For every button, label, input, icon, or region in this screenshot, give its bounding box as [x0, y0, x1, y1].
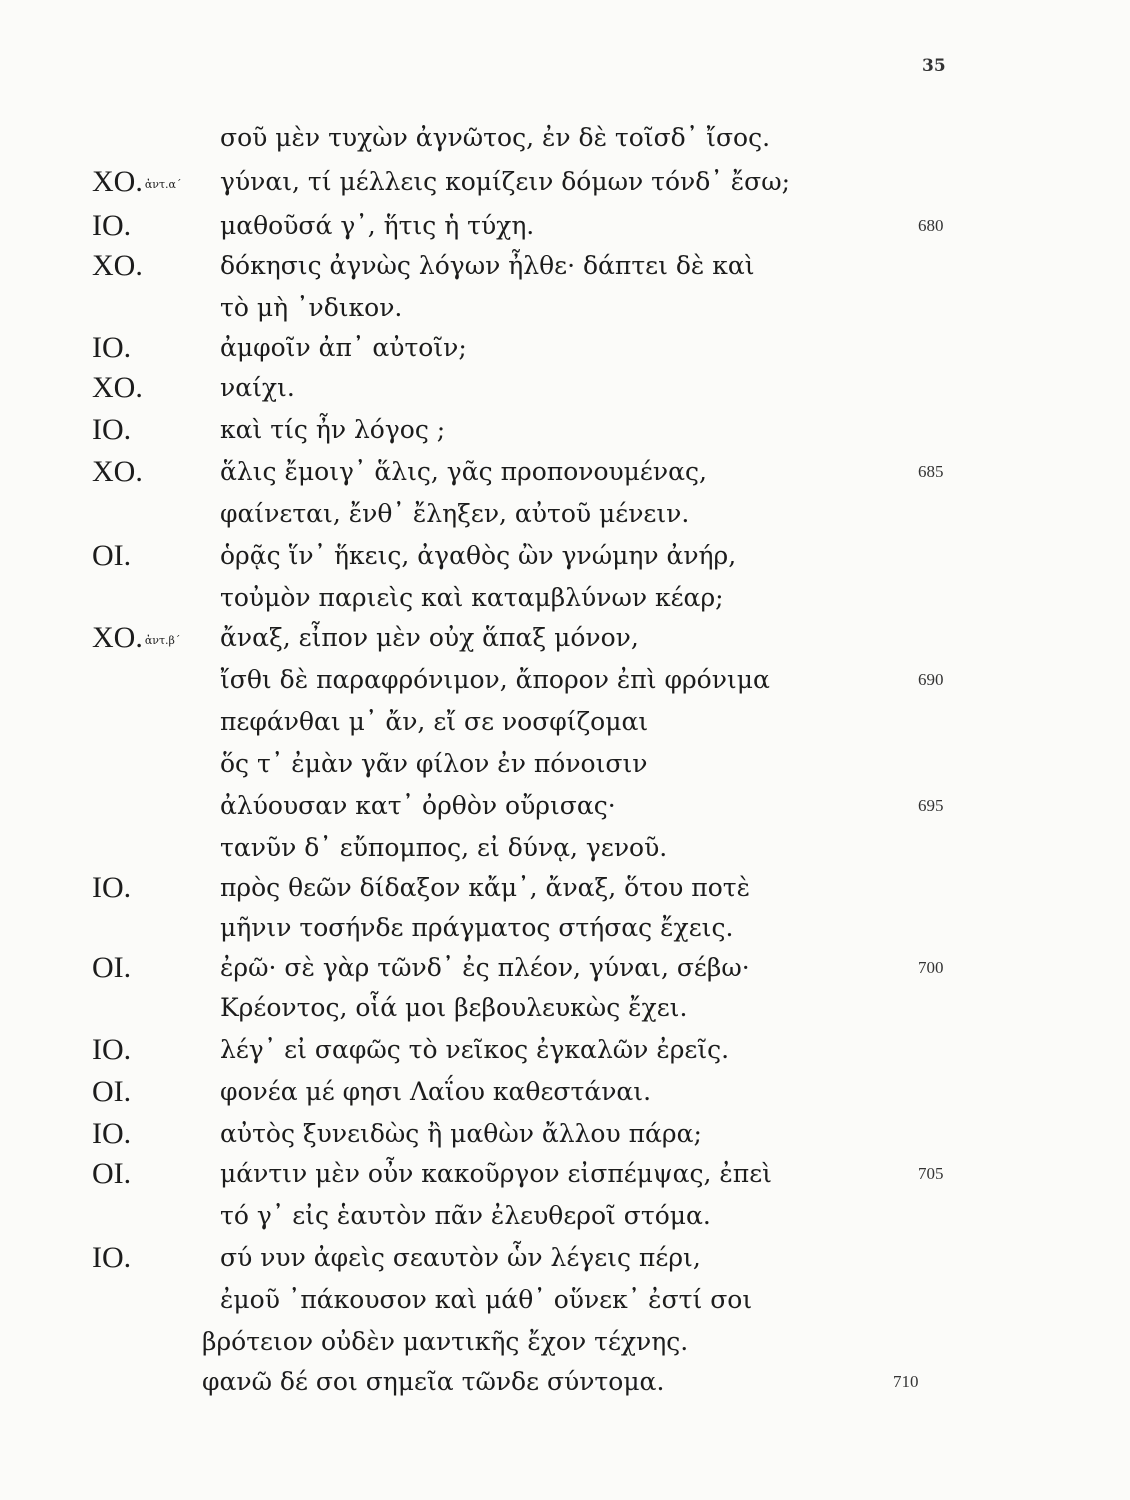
verse-line [0, 828, 1130, 868]
line-number: 690 [918, 670, 944, 689]
verse-line [0, 410, 1130, 450]
verse-text: τὸ μὴ ᾽νδικον. [220, 293, 403, 322]
verse-line [0, 328, 1130, 368]
verse-text: τανῦν δ᾽ εὔπομπος, εἰ δύνᾳ, γενοῦ. [220, 833, 668, 862]
verse-line [0, 1362, 1130, 1402]
verse-line [0, 660, 1130, 700]
verse-text: Κρέοντος, οἷά μοι βεβουλευκὼς ἔχει. [220, 993, 688, 1022]
verse-text: ἀλύουσαν κατ᾽ ὀρθὸν οὔρισας· [220, 791, 616, 820]
speaker-label: ΙΟ. [92, 413, 132, 446]
speaker-label: ΟΙ. [92, 1075, 132, 1108]
verse-text: ἄναξ, εἶπον μὲν οὐχ ἅπαξ μόνον, [220, 623, 639, 652]
verse-text: ἐμοῦ ᾽πάκουσον καὶ μάθ᾽ οὕνεκ᾽ ἐστί σοι [220, 1285, 753, 1314]
verse-line [0, 908, 1130, 948]
verse-line [0, 1072, 1130, 1112]
line-number: 705 [918, 1164, 944, 1183]
verse-text: ναίχι. [220, 373, 295, 402]
verse-text: λέγ᾽ εἰ σαφῶς τὸ νεῖκος ἐγκαλῶν ἐρεῖς. [220, 1035, 730, 1064]
speaker-label: ΙΟ. [92, 209, 132, 242]
verse-text: μῆνιν τοσήνδε πράγματος στήσας ἔχεις. [220, 913, 734, 942]
line-number: 710 [893, 1372, 919, 1391]
verse-text: ἀμφοῖν ἀπ᾽ αὐτοῖν; [220, 333, 467, 362]
verse-line [0, 452, 1130, 492]
page-number: 35 [922, 56, 946, 76]
line-number: 680 [918, 216, 944, 235]
verse-text: πρὸς θεῶν δίδαξον κἄμ᾽, ἄναξ, ὅτου ποτὲ [220, 873, 750, 902]
verse-text: σοῦ μὲν τυχὼν ἀγνῶτος, ἐν δὲ τοῖσδ᾽ ἴσος. [220, 123, 771, 152]
speaker-label: ΟΙ. [92, 539, 132, 572]
speaker-label: ΙΟ. [92, 1033, 132, 1066]
verse-line [0, 162, 1130, 202]
verse-line [0, 948, 1130, 988]
speaker-label: ΙΟ. [92, 331, 132, 364]
verse-line [0, 1154, 1130, 1194]
verse-text: σύ νυν ἀφεὶς σεαυτὸν ὧν λέγεις πέρι, [220, 1243, 701, 1272]
speaker-label: ΙΟ. [92, 1117, 132, 1150]
verse-line [0, 1196, 1130, 1236]
verse-line [0, 246, 1130, 286]
speaker-label: ΟΙ. [92, 951, 132, 984]
verse-line [0, 368, 1130, 408]
verse-line [0, 868, 1130, 908]
verse-text: βρότειον οὐδὲν μαντικῆς ἔχον τέχνης. [202, 1327, 689, 1356]
line-number: 700 [918, 958, 944, 977]
verse-text: ὅς τ᾽ ἐμὰν γᾶν φίλον ἐν πόνοισιν [220, 749, 648, 778]
verse-line [0, 618, 1130, 658]
verse-text: καὶ τίς ἦν λόγος ; [220, 415, 446, 444]
verse-line [0, 1030, 1130, 1070]
verse-text: ὁρᾷς ἵν᾽ ἥκεις, ἀγαθὸς ὢν γνώμην ἀνήρ, [220, 541, 737, 570]
verse-text: ἴσθι δὲ παραφρόνιμον, ἄπορον ἐπὶ φρόνιμα [220, 665, 770, 694]
speaker-label: ΧΟ. [92, 621, 143, 654]
speaker-label: ΙΟ. [92, 871, 132, 904]
verse-line [0, 578, 1130, 618]
verse-line [0, 1322, 1130, 1362]
speaker-label: ΧΟ. [92, 165, 143, 198]
speaker-label: ΧΟ. [92, 371, 143, 404]
verse-text: γύναι, τί μέλλεις κομίζειν δόμων τόνδ᾽ ἔσω; [220, 167, 791, 196]
verse-line [0, 118, 1130, 158]
verse-line [0, 288, 1130, 328]
strophe-mark: ἀντ.α΄ [144, 178, 182, 191]
verse-text: πεφάνθαι μ᾽ ἄν, εἴ σε νοσφίζομαι [220, 707, 649, 736]
line-number: 685 [918, 462, 944, 481]
verse-text: τό γ᾽ εἰς ἑαυτὸν πᾶν ἐλευθεροῖ στόμα. [220, 1201, 711, 1230]
speaker-label: ΧΟ. [92, 455, 143, 488]
verse-text: μαθοῦσά γ᾽, ἥτις ἡ τύχη. [220, 211, 535, 240]
speaker-label: ΙΟ. [92, 1241, 132, 1274]
speaker-group [92, 618, 180, 661]
verse-text: φαίνεται, ἔνθ᾽ ἔληξεν, αὐτοῦ μένειν. [220, 499, 690, 528]
verse-line [0, 536, 1130, 576]
verse-line [0, 494, 1130, 534]
verse-text: ἅλις ἔμοιγ᾽ ἅλις, γᾶς προπονουμένας, [220, 457, 707, 486]
verse-line [0, 988, 1130, 1028]
verse-text: μάντιν μὲν οὖν κακοῦργον εἰσπέμψας, ἐπεὶ [220, 1159, 772, 1188]
line-number: 695 [918, 796, 944, 815]
verse-text: ἐρῶ· σὲ γὰρ τῶνδ᾽ ἐς πλέον, γύναι, σέβω· [220, 953, 750, 982]
verse-text: δόκησις ἀγνὼς λόγων ἦλθε· δάπτει δὲ καὶ [220, 251, 755, 280]
verse-line [0, 206, 1130, 246]
speaker-group [92, 162, 181, 205]
verse-line [0, 1114, 1130, 1154]
verse-text: φανῶ δέ σοι σημεῖα τῶνδε σύντομα. [202, 1367, 665, 1396]
verse-line [0, 702, 1130, 742]
strophe-mark: ἀντ.β΄ [144, 634, 181, 647]
verse-text: φονέα μέ φησι Λαΐου καθεστάναι. [220, 1077, 652, 1106]
speaker-label: ΧΟ. [92, 249, 143, 282]
verse-text: τοὐμὸν παριεὶς καὶ καταμβλύνων κέαρ; [220, 583, 724, 612]
verse-line [0, 1280, 1130, 1320]
verse-line [0, 786, 1130, 826]
verse-line [0, 744, 1130, 784]
speaker-label: ΟΙ. [92, 1157, 132, 1190]
verse-line [0, 1238, 1130, 1278]
verse-text: αὐτὸς ξυνειδὼς ἢ μαθὼν ἄλλου πάρα; [220, 1119, 702, 1148]
